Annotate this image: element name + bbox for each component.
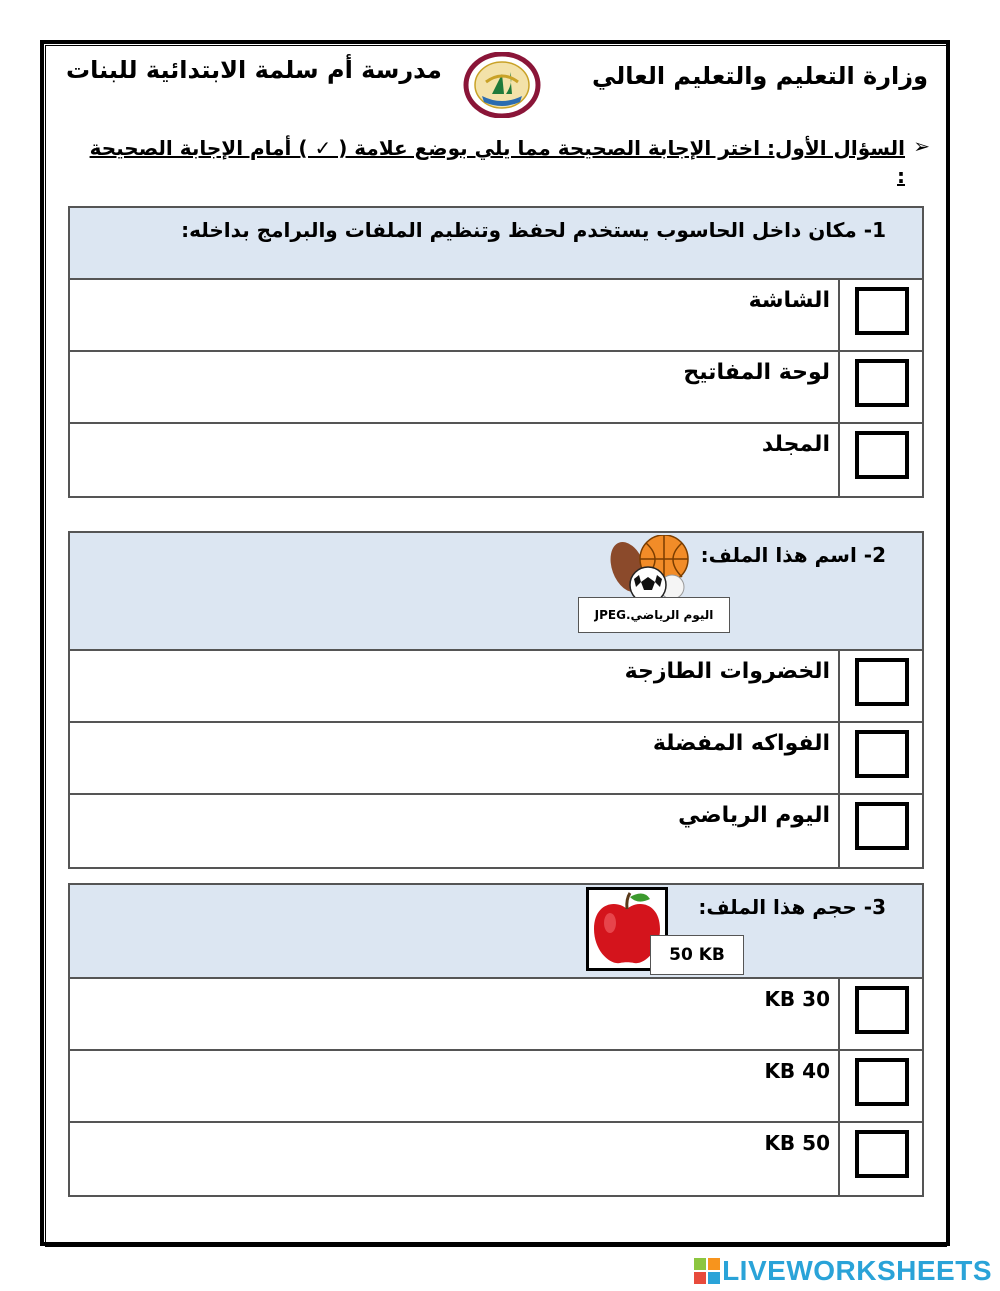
option-text-cell (70, 979, 840, 1049)
question-1-option-2 (70, 352, 922, 424)
question-2-option-1 (70, 651, 922, 723)
option-check-cell (840, 424, 922, 496)
question-2 (68, 531, 924, 869)
option-check-cell (840, 651, 922, 721)
file-size-label: 50 KB (650, 935, 744, 975)
question-1-header (70, 208, 922, 280)
option-label: 50 KB (764, 1131, 830, 1155)
option-text-cell (70, 723, 840, 793)
option-label: الشاشة (748, 288, 830, 313)
question-3 (68, 883, 924, 1197)
answer-checkbox[interactable] (855, 1058, 909, 1106)
option-label: لوحة المفاتيح (683, 360, 830, 385)
question-2-text: 2- اسم هذا الملف: (700, 543, 886, 567)
liveworksheets-wordmark: LIVEWORKSHEETS (722, 1255, 992, 1286)
answer-checkbox[interactable] (855, 986, 909, 1034)
option-label: اليوم الرياضي (678, 803, 830, 828)
answer-checkbox[interactable] (855, 1130, 909, 1178)
question-1-option-1 (70, 280, 922, 352)
option-text-cell (70, 352, 840, 422)
arrow-bullet-icon: ➢ (913, 134, 930, 158)
sports-balls-icon (606, 535, 692, 605)
option-check-cell (840, 723, 922, 793)
liveworksheets-brand[interactable] (694, 1254, 992, 1288)
question-3-option-2 (70, 1051, 922, 1123)
answer-checkbox[interactable] (855, 730, 909, 778)
option-label: 40 KB (764, 1059, 830, 1083)
qatar-seal-logo (462, 52, 542, 118)
question-2-option-3 (70, 795, 922, 867)
option-text-cell (70, 1051, 840, 1121)
question-1-option-3 (70, 424, 922, 496)
option-check-cell (840, 280, 922, 350)
answer-checkbox[interactable] (855, 658, 909, 706)
option-check-cell (840, 352, 922, 422)
option-check-cell (840, 979, 922, 1049)
answer-checkbox[interactable] (855, 431, 909, 479)
option-text-cell (70, 424, 840, 496)
option-label: الخضروات الطازجة (624, 659, 830, 684)
option-text-cell (70, 651, 840, 721)
liveworksheets-logo-icon (694, 1258, 720, 1284)
option-check-cell (840, 1051, 922, 1121)
option-label: الفواكه المفضلة (652, 731, 830, 756)
school-name: مدرسة أم سلمة الابتدائية للبنات (66, 56, 442, 84)
answer-checkbox[interactable] (855, 287, 909, 335)
option-check-cell (840, 1123, 922, 1195)
question-2-header (70, 533, 922, 651)
question-3-text: 3- حجم هذا الملف: (698, 895, 886, 919)
instruction-text: السؤال الأول: اختر الإجابة الصحيحة مما يلي بوضع علامة ( ✓ ) أمام الإجابة الصحيحة : (89, 136, 905, 188)
option-label: 30 KB (764, 987, 830, 1011)
ministry-title: وزارة التعليم والتعليم العالي (591, 62, 928, 90)
question-3-option-1 (70, 979, 922, 1051)
question-3-option-3 (70, 1123, 922, 1195)
option-text-cell (70, 795, 840, 867)
question-3-header (70, 885, 922, 979)
question-2-option-2 (70, 723, 922, 795)
option-label: المجلد (761, 432, 830, 457)
answer-checkbox[interactable] (855, 802, 909, 850)
option-text-cell (70, 280, 840, 350)
option-text-cell (70, 1123, 840, 1195)
option-check-cell (840, 795, 922, 867)
file-name-label: اليوم الرياضي.JPEG (578, 597, 730, 633)
question-1-text: 1- مكان داخل الحاسوب يستخدم لحفظ وتنظيم الملفات والبرامج بداخله: (181, 218, 886, 242)
question-1 (68, 206, 924, 498)
answer-checkbox[interactable] (855, 359, 909, 407)
